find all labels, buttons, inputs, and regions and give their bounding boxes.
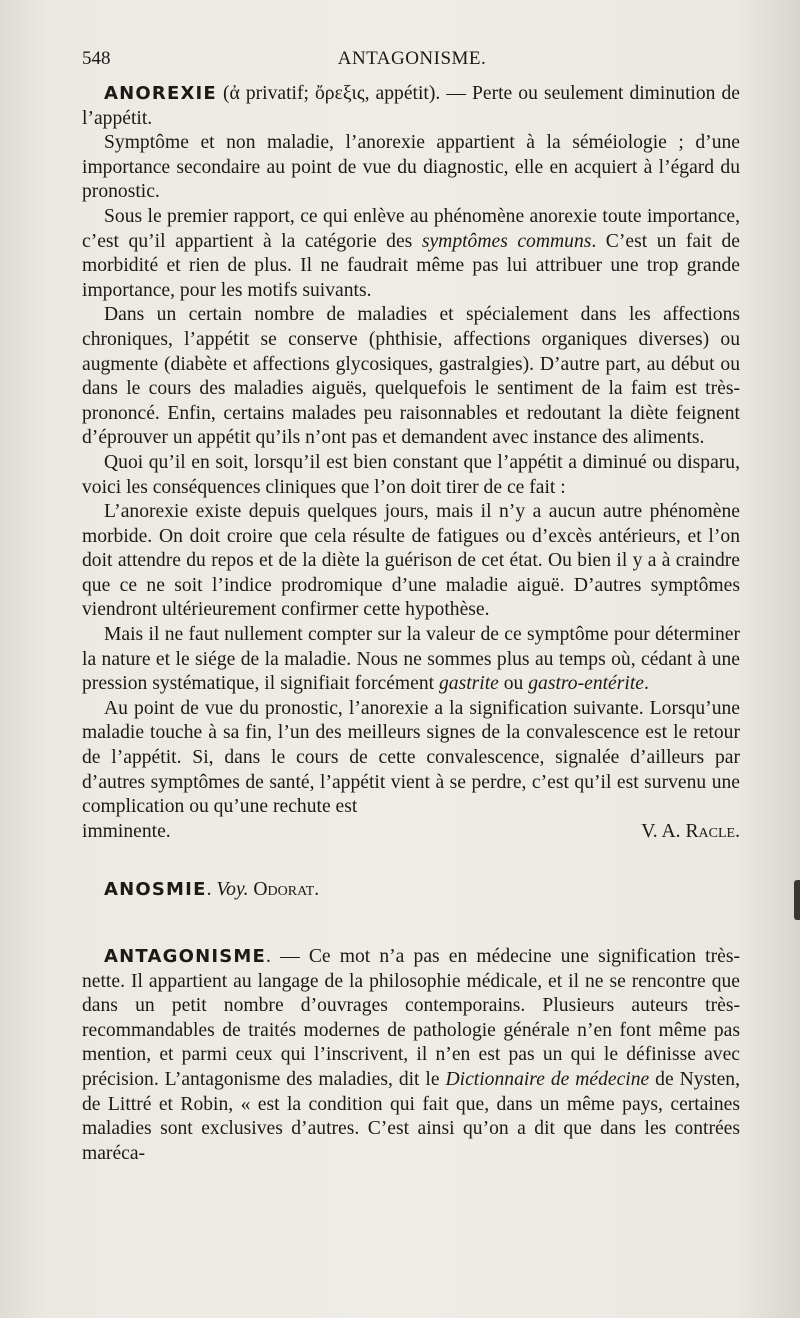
entry-head-anorexie: ANOREXIE <box>104 83 217 104</box>
entry-head-antagonisme: ANTAGONISME <box>104 946 267 967</box>
page-number: 548 <box>82 48 111 69</box>
anorexie-paragraph-5: L’anorexie existe depuis quelques jours, mais il n’y a aucun autre phénomène morbide. On doit croire que cela résulte de fatigues ou d’excès antérieurs, et l’on doit attendre du repos et de la diète la guérison de cet état. Ou bien il y a à craindre que ce ne soit l’indice prodromique d’une maladie aiguë. D’autres symptômes viendront ultérieurement confirmer cette hypothèse. <box>82 501 740 621</box>
anorexie-paragraph-4: Quoi qu’il en soit, lorsqu’il est bien constant que l’appétit a diminué ou disparu, voici les conséquences cliniques que l’on doit tirer de ce fait : <box>82 451 740 498</box>
p2-text-a: Sous le premier rapport, ce qui enlève au phénomène anorexie toute importance, c’est qu’il appartient à la catégorie des <box>82 205 740 252</box>
p2-text-b: . C’est un fait de morbidité et rien de plus. Il ne faudrait même pas lui attribuer une trop grande importance, pour les motifs suivants. <box>82 230 740 301</box>
page-body <box>82 82 740 1166</box>
signature-line <box>82 820 740 845</box>
anorexie-entry-intro <box>82 82 740 131</box>
running-head: ANTAGONISME. <box>337 48 487 69</box>
anorexie-paragraph-6 <box>82 623 740 697</box>
anorexie-paragraph-7: Au point de vue du pronostic, l’anorexie a la signification suivante. Lorsqu’une maladie touche à sa fin, l’un des meilleurs signes de la convalescence est le retour de l’appétit. Si, dans le cours de cette convalescence, signalée d’ailleurs par d’autres symptômes de santé, l’appétit vient à se perdre, c’est qu’il est survenu une complication ou qu’une rechute est <box>82 697 740 818</box>
anosmie-cross-reference: Odorat. <box>248 879 320 901</box>
anorexie-paragraph-2 <box>82 205 740 303</box>
anorexie-paragraph-1: Symptôme et non maladie, l’anorexie appartient à la séméiologie ; d’une importance secondaire au point de vue du diagnostic, elle en acquiert à l’égard du pronostic. <box>82 132 740 203</box>
anosmie-entry <box>82 878 740 903</box>
author-signature: V. A. Racle. <box>641 820 740 842</box>
antagonisme-text-a: . — Ce mot n’a pas en médecine une signification très-nette. Il appartient au langage de la philosophie médicale, et il ne se rencontre que dans un petit nombre d’ouvrages contemporains. Plusieurs auteurs très-recommandables de traités modernes de pathologie générale n’en font même pas mention, et parmi ceux qui l’inscrivent, il n’en est pas un qui le définisse avec précision. L’antagonisme des maladies, dit le <box>82 946 740 1090</box>
p6-text-end: . <box>643 673 649 695</box>
anorexie-paragraph-3: Dans un certain nombre de maladies et spécialement dans les affections chroniques, l’appétit se conserve (phthisie, affections organiques diverses) ou augmente (diabète et affections glycosiques, gastralgies). D’autre part, au début ou dans le cours des maladies aiguës, quelquefois le sentiment de la faim est très-prononcé. Enfin, certains malades peu raisonnables et redoutant la diète feignent d’éprouver un appétit qu’ils n’ont pas et demandent avec instance des aliments. <box>82 304 740 449</box>
anosmie-dot: . <box>206 879 217 901</box>
anosmie-voy: Voy. <box>216 879 249 901</box>
antagonisme-text-b: de Nysten, de Littré et Robin, « est la condition qui fait que, dans un même pays, certaines maladies sont exclusives d’autres. C’est ainsi qu’on a dit que dans les contrées maréca- <box>82 1068 740 1164</box>
p2-emphasis: symptômes communs <box>421 230 592 252</box>
anorexie-etymology: (ἀ privatif; ὄρεξις, appétit). — Perte ou seulement diminution de l’appétit. <box>82 83 740 129</box>
entry-head-anosmie: ANOSMIE <box>104 879 207 901</box>
p6-text-a: Mais il ne faut nullement compter sur la valeur de ce symptôme pour déterminer la nature et le siége de la maladie. Nous ne sommes plus au temps où, cédant à une pression systématique, il signifiait forcément <box>82 624 740 695</box>
p6-emphasis-gastro-enterite: gastro-entérite <box>528 673 644 695</box>
entry-spacer <box>82 903 740 945</box>
p7-last-word: imminente. <box>82 820 171 842</box>
page-header <box>82 44 742 74</box>
p6-text-ou: ou <box>498 673 529 695</box>
p6-emphasis-gastrite: gastrite <box>438 673 499 695</box>
antagonisme-entry <box>82 945 740 1166</box>
entry-spacer <box>82 844 740 878</box>
page-edge-mark <box>794 880 800 920</box>
antagonisme-emphasis: Dictionnaire de médecine <box>445 1068 650 1090</box>
